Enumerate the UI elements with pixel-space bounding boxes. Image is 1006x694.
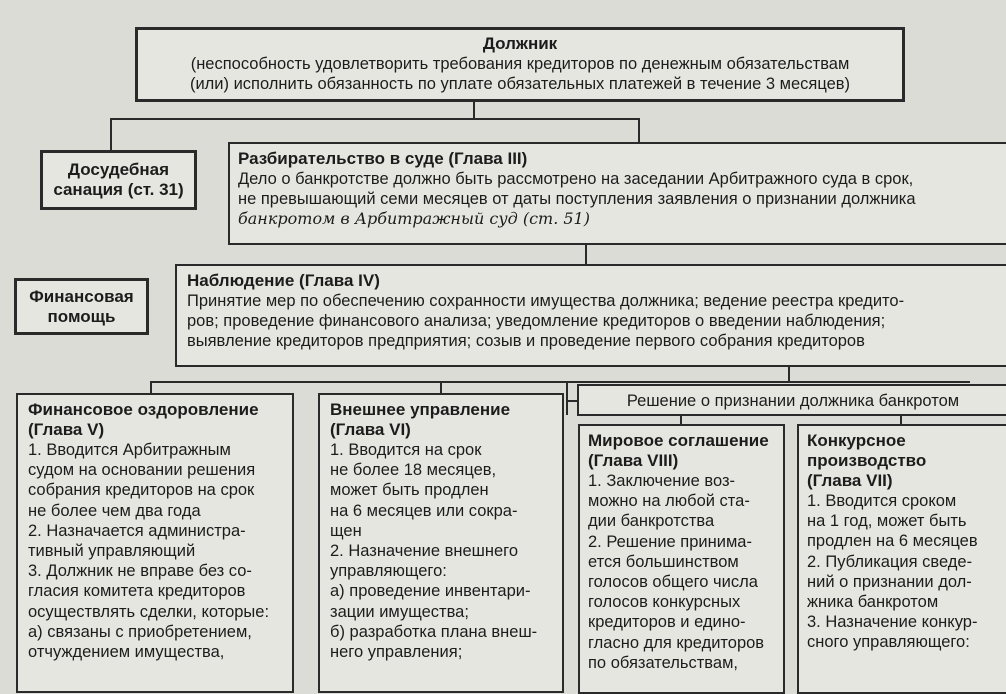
settlement-chapter: (Глава VIII) bbox=[588, 451, 679, 470]
pretrial-line2: санация (ст. 31) bbox=[53, 180, 184, 199]
court-line2: не превышающий семи месяцев от даты поступления заявления о признании должника bbox=[238, 190, 916, 208]
pretrial-sanation-box bbox=[40, 150, 197, 210]
external-line: щен bbox=[330, 521, 362, 540]
connector-to-court bbox=[638, 118, 640, 142]
bankrupt-decision-box bbox=[577, 384, 1006, 416]
court-line1: Дело о банкротстве должно быть рассмотрено на заседании Арбитражного суда в срок, bbox=[238, 170, 914, 188]
competition-line: ний о признании дол- bbox=[807, 572, 972, 591]
recovery-line: гласия комитета кредиторов bbox=[28, 582, 246, 601]
settlement-line: 2. Решение принима- bbox=[588, 532, 752, 551]
external-title: Внешнее управление bbox=[330, 400, 511, 419]
connector-decision-left bbox=[566, 381, 568, 415]
recovery-line: отчуждением имущества, bbox=[28, 643, 225, 662]
competition-title-2: производство bbox=[807, 451, 927, 470]
settlement-text bbox=[588, 471, 775, 673]
competition-chapter: (Глава VII) bbox=[807, 471, 893, 490]
observation-title: Наблюдение (Глава IV) bbox=[187, 271, 380, 290]
external-line: не более 18 месяцев, bbox=[330, 461, 497, 480]
bankrupt-decision-label: Решение о признании должника банкротом bbox=[626, 392, 960, 410]
connector-to-recovery bbox=[150, 381, 152, 393]
connector-to-pretrial bbox=[110, 118, 112, 150]
external-chapter: (Глава VI) bbox=[330, 420, 411, 439]
debtor-condition-line1: (неспособность удовлетворить требования кредиторов по денежным обязательствам bbox=[190, 55, 850, 73]
court-title: Разбирательство в суде (Глава III) bbox=[238, 149, 528, 168]
external-management-box bbox=[318, 393, 564, 693]
recovery-line: 3. Должник не вправе без со- bbox=[28, 562, 252, 581]
debtor-condition-line2: (или) исполнить обязанность по уплате обязательных платежей в течение 3 месяцев) bbox=[189, 75, 851, 93]
pretrial-line1: Досудебная bbox=[67, 160, 170, 179]
external-text bbox=[330, 440, 552, 662]
competition-title: Конкурсное bbox=[807, 431, 906, 450]
settlement-line: голосов конкурсных bbox=[588, 593, 741, 612]
recovery-text bbox=[28, 440, 282, 662]
connector-mid-horizontal bbox=[150, 381, 970, 383]
connector-to-external bbox=[440, 381, 442, 393]
settlement-line: голосов общего числа bbox=[588, 573, 758, 592]
competition-box bbox=[797, 424, 1006, 694]
settlement-title: Мировое соглашение bbox=[588, 431, 769, 450]
recovery-line: 1. Вводится Арбитражным bbox=[28, 441, 231, 459]
recovery-line: осуществлять сделки, которые: bbox=[28, 602, 270, 621]
settlement-line: 1. Заключение воз- bbox=[588, 472, 736, 490]
competition-line: на 1 год, может быть bbox=[807, 512, 967, 531]
competition-line: 3. Назначение конкур- bbox=[807, 613, 978, 632]
competition-text bbox=[807, 491, 1002, 653]
external-line: на 6 месяцев или сокра- bbox=[330, 501, 518, 520]
observation-line2: ров; проведение финансового анализа; уведомление кредиторов о введении наблюдения; bbox=[187, 312, 886, 330]
connector-observation-down bbox=[788, 366, 790, 382]
financial-recovery-box bbox=[16, 393, 294, 693]
settlement-line: гласно для кредиторов bbox=[588, 633, 765, 652]
recovery-chapter: (Глава V) bbox=[28, 420, 105, 439]
observation-line3: выявление кредиторов предприятия; созыв и проведение первого собрания кредиторов bbox=[187, 332, 865, 350]
court-line3: банкротом в Арбитражный суд (ст. 51) bbox=[238, 209, 590, 228]
debtor-box bbox=[135, 27, 905, 102]
settlement-line: можно на любой ста- bbox=[588, 492, 750, 511]
observation-box bbox=[175, 264, 1006, 367]
external-line: 2. Назначение внешнего bbox=[330, 542, 519, 561]
settlement-line: по обязательствам, bbox=[588, 653, 738, 672]
external-line: б) разработка плана внеш- bbox=[330, 622, 538, 641]
financial-aid-line2: помощь bbox=[47, 307, 116, 326]
competition-line: сного управляющего: bbox=[807, 633, 970, 652]
settlement-box bbox=[578, 424, 785, 694]
recovery-line: тивный управляющий bbox=[28, 542, 196, 561]
recovery-title: Финансовое оздоровление bbox=[28, 400, 259, 419]
external-line: зации имущества; bbox=[330, 602, 469, 621]
external-line: управляющего: bbox=[330, 562, 447, 581]
external-line: а) проведение инвентари- bbox=[330, 582, 531, 601]
observation-line1: Принятие мер по обеспечению сохранности имущества должника; ведение реестра кредито- bbox=[187, 292, 905, 310]
connector-top-horizontal bbox=[110, 118, 640, 120]
external-line: 1. Вводится на срок bbox=[330, 441, 482, 459]
external-line: может быть продлен bbox=[330, 481, 489, 500]
competition-line: жника банкротом bbox=[807, 593, 939, 612]
debtor-title: Должник bbox=[482, 34, 558, 53]
competition-line: 2. Публикация сведе- bbox=[807, 552, 973, 571]
connector-debtor-down bbox=[473, 101, 475, 119]
settlement-line: дии банкротства bbox=[588, 512, 715, 531]
recovery-line: не более чем два года bbox=[28, 501, 201, 520]
external-line: него управления; bbox=[330, 643, 463, 662]
recovery-line: судом на основании решения bbox=[28, 461, 256, 480]
financial-aid-line1: Финансовая bbox=[29, 287, 134, 306]
competition-line: продлен на 6 месяцев bbox=[807, 532, 978, 551]
financial-aid-box bbox=[14, 278, 149, 335]
settlement-line: кредиторов и едино- bbox=[588, 613, 746, 632]
recovery-line: собрания кредиторов на срок bbox=[28, 481, 255, 500]
settlement-line: ется большинством bbox=[588, 552, 739, 571]
connector-court-down bbox=[585, 244, 587, 264]
recovery-line: 2. Назначается администра- bbox=[28, 521, 246, 540]
recovery-line: а) связаны с приобретением, bbox=[28, 622, 252, 641]
competition-line: 1. Вводится сроком bbox=[807, 492, 957, 510]
court-proceedings-box bbox=[228, 142, 1006, 245]
